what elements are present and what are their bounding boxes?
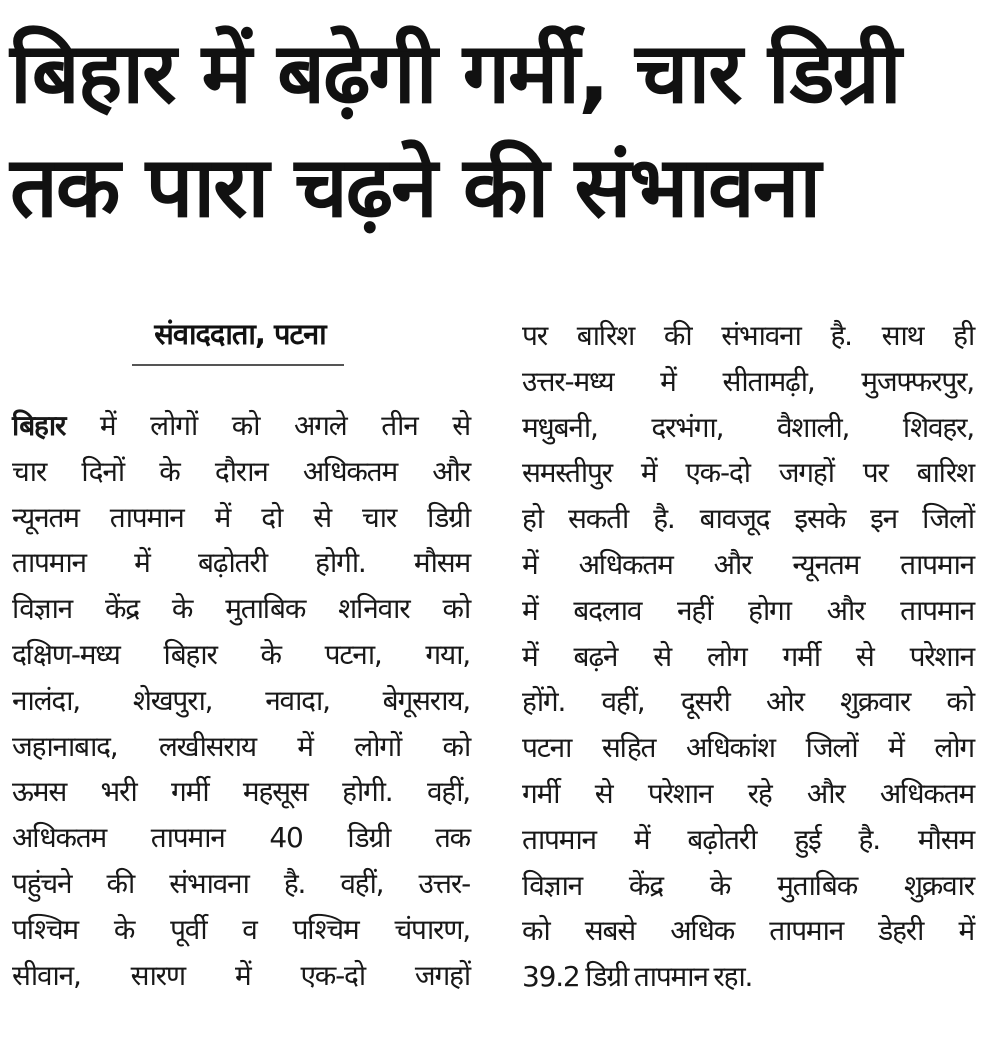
- body-line: समस्तीपुर में एक-दो जगहों पर बारिश: [522, 456, 974, 490]
- body-line: को सबसे अधिक तापमान डेहरी में: [522, 914, 974, 948]
- body-line: सीवान, सारण में एक-दो जगहों: [12, 958, 470, 992]
- body-line: गर्मी से परेशान रहे और अधिकतम: [522, 776, 974, 810]
- body-line: न्यूनतम तापमान में दो से चार डिग्री: [12, 500, 470, 534]
- body-line: हो सकती है. बावजूद इसके इन जिलों: [522, 502, 974, 536]
- body-line: दक्षिण-मध्य बिहार के पटना, गया,: [12, 637, 470, 671]
- body-line: जहानाबाद, लखीसराय में लोगों को: [12, 729, 470, 763]
- body-line: नालंदा, शेखपुरा, नवादा, बेगूसराय,: [12, 683, 470, 717]
- body-line: विज्ञान केंद्र के मुताबिक शनिवार को: [12, 592, 470, 626]
- body-line: में अधिकतम और न्यूनतम तापमान: [522, 547, 974, 581]
- body-line-text: में लोगों को अगले तीन से: [65, 409, 470, 442]
- body-line: चार दिनों के दौरान अधिकतम और: [12, 454, 470, 488]
- byline: संवाददाता, पटना: [154, 317, 326, 351]
- body-line: पश्चिम के पूर्वी व पश्चिम चंपारण,: [12, 912, 470, 946]
- body-line: पर बारिश की संभावना है. साथ ही: [522, 319, 974, 352]
- headline-line-1: बिहार में बढ़ेगी गर्मी, चार डिग्री: [10, 24, 900, 122]
- body-line: [12, 403, 470, 449]
- body-line: पटना सहित अधिकांश जिलों में लोग: [522, 731, 974, 765]
- body-line: अधिकतम तापमान 40 डिग्री तक: [12, 821, 470, 855]
- body-line: तापमान में बढ़ोतरी होगी. मौसम: [12, 546, 470, 580]
- body-line: में बदलाव नहीं होगा और तापमान: [522, 593, 974, 627]
- article-column-left: [12, 403, 470, 998]
- body-line: विज्ञान केंद्र के मुताबिक शुक्रवार: [522, 868, 974, 902]
- body-line: पहुंचने की संभावना है. वहीं, उत्तर-: [12, 866, 470, 900]
- lead-word: बिहार: [12, 409, 66, 442]
- headline-line-2: तक पारा चढ़ने की संभावना: [10, 138, 820, 236]
- body-line: उत्तर-मध्य में सीतामढ़ी, मुजफ्फरपुर,: [522, 364, 974, 398]
- byline-divider: [132, 364, 344, 366]
- body-line: में बढ़ने से लोग गर्मी से परेशान: [522, 639, 974, 673]
- body-line: होंगे. वहीं, दूसरी ओर शुक्रवार को: [522, 685, 974, 719]
- body-line: मधुबनी, दरभंगा, वैशाली, शिवहर,: [522, 410, 974, 444]
- article-headline: [10, 16, 1000, 244]
- article-column-right: [522, 313, 974, 1000]
- body-line: 39.2 डिग्री तापमान रहा.: [522, 960, 753, 994]
- body-line: ऊमस भरी गर्मी महसूस होगी. वहीं,: [12, 775, 470, 809]
- body-line: तापमान में बढ़ोतरी हुई है. मौसम: [522, 822, 974, 856]
